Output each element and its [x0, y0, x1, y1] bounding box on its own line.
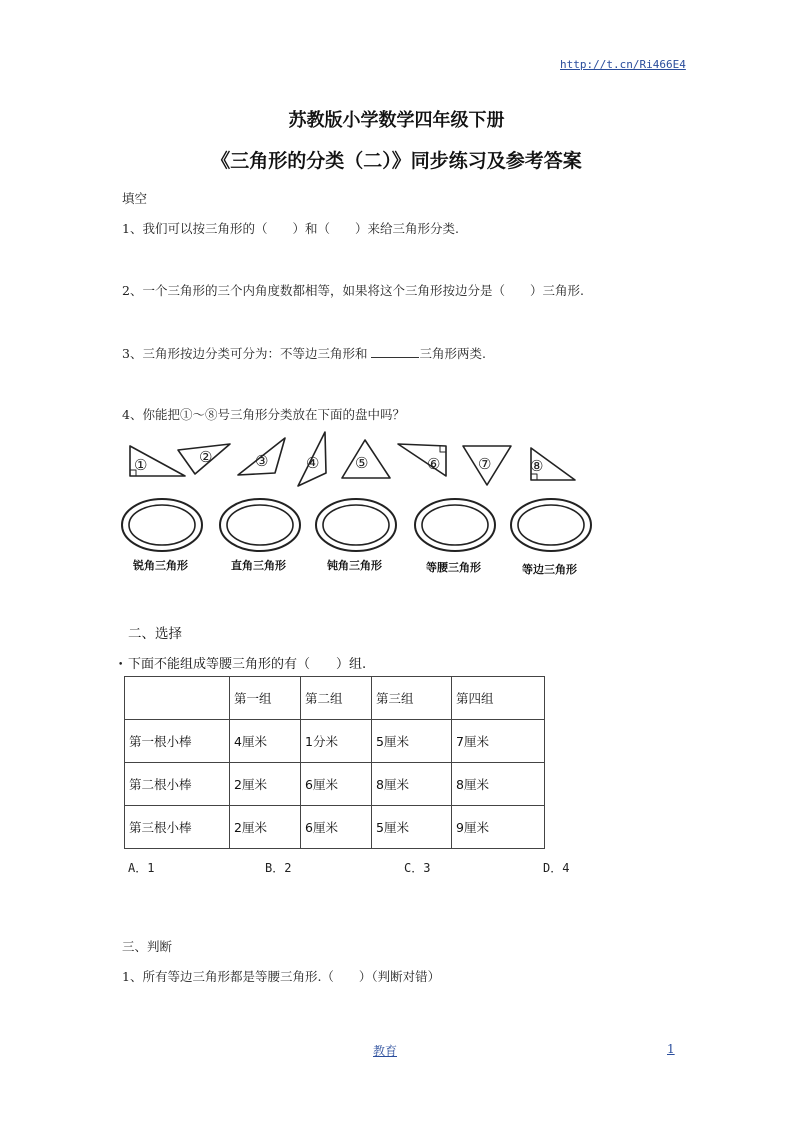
table-header-cell: 第三组: [372, 677, 452, 720]
plates-figure: [118, 496, 598, 556]
plate-label-obtuse: 钝角三角形: [327, 559, 382, 572]
table-cell: 7厘米: [452, 720, 545, 763]
table-cell: 5厘米: [372, 806, 452, 849]
option-c: C．3: [404, 861, 431, 875]
table-cell: 6厘米: [301, 763, 372, 806]
triangle-number-3: ③: [255, 452, 269, 470]
question-1-3: [122, 344, 486, 362]
question-1-3-text: 3、三角形按边分类可分为：不等边三角形和: [122, 346, 372, 361]
plate-right: [220, 499, 300, 551]
triangle-number-2: ②: [199, 448, 213, 466]
table-cell: 第三根小棒: [125, 806, 230, 849]
triangle-number-4: ④: [306, 454, 320, 472]
header-url-link[interactable]: http://t.cn/Ri466E4: [560, 58, 686, 71]
table-header-cell: 第二组: [301, 677, 372, 720]
question-1-4: 4、你能把①～⑧号三角形分类放在下面的盘中吗？: [122, 407, 405, 422]
triangle-number-8: ⑧: [530, 457, 544, 475]
fill-blank: [371, 345, 419, 358]
section2-heading: 二、选择: [128, 626, 182, 642]
question-1-2: 2、一个三角形的三个内角度数都相等，如果将这个三角形按边分是（ ）三角形.: [122, 283, 584, 298]
table-cell: 2厘米: [230, 763, 301, 806]
table-cell: 2厘米: [230, 806, 301, 849]
option-b: B．2: [265, 861, 292, 875]
plate-label-equilateral: 等边三角形: [522, 563, 577, 576]
triangle-number-7: ⑦: [478, 455, 492, 473]
table-cell: 6厘米: [301, 806, 372, 849]
question-1-1: 1、我们可以按三角形的（ ）和（ ）来给三角形分类.: [122, 221, 459, 236]
table-cell: 5厘米: [372, 720, 452, 763]
table-header-cell: [125, 677, 230, 720]
table-row: [125, 720, 545, 763]
plate-isosceles: [415, 499, 495, 551]
table-cell: 8厘米: [452, 763, 545, 806]
question-2-1: 下面不能组成等腰三角形的有（ ）组.: [128, 657, 367, 672]
table-header-cell: 第四组: [452, 677, 545, 720]
triangle-number-6: ⑥: [427, 455, 441, 473]
triangle-number-1: ①: [134, 456, 148, 474]
section1-heading: 填空: [122, 191, 148, 206]
table-cell: 4厘米: [230, 720, 301, 763]
footer-link[interactable]: 教育: [373, 1044, 398, 1058]
paragraph-marker: •: [118, 660, 124, 670]
option-a: A．1: [128, 861, 155, 875]
document-title: 苏教版小学数学四年级下册: [288, 110, 505, 131]
table-cell: 第一根小棒: [125, 720, 230, 763]
plate-obtuse: [316, 499, 396, 551]
plate-acute: [122, 499, 202, 551]
table-cell: 1分米: [301, 720, 372, 763]
table-cell: 8厘米: [372, 763, 452, 806]
question-1-3-text-end: 三角形两类.: [419, 346, 486, 361]
plate-label-acute: 锐角三角形: [133, 559, 188, 572]
table-row: [125, 806, 545, 849]
table-header-cell: 第一组: [230, 677, 301, 720]
plate-label-right: 直角三角形: [231, 559, 286, 572]
document-subtitle: 《三角形的分类（二）》同步练习及参考答案: [211, 150, 582, 172]
section3-heading: 三、判断: [122, 939, 173, 954]
option-d: D．4: [543, 861, 570, 875]
table-row: [125, 763, 545, 806]
plate-label-isosceles: 等腰三角形: [426, 561, 481, 574]
page-number: 1: [667, 1042, 675, 1056]
question-3-1: 1、所有等边三角形都是等腰三角形.（ ）（判断对错）: [122, 969, 441, 984]
table-cell: 第二根小棒: [125, 763, 230, 806]
table-header-row: [125, 677, 545, 720]
plate-equilateral: [511, 499, 591, 551]
triangle-number-5: ⑤: [355, 454, 369, 472]
sticks-table: [124, 676, 545, 849]
table-cell: 9厘米: [452, 806, 545, 849]
